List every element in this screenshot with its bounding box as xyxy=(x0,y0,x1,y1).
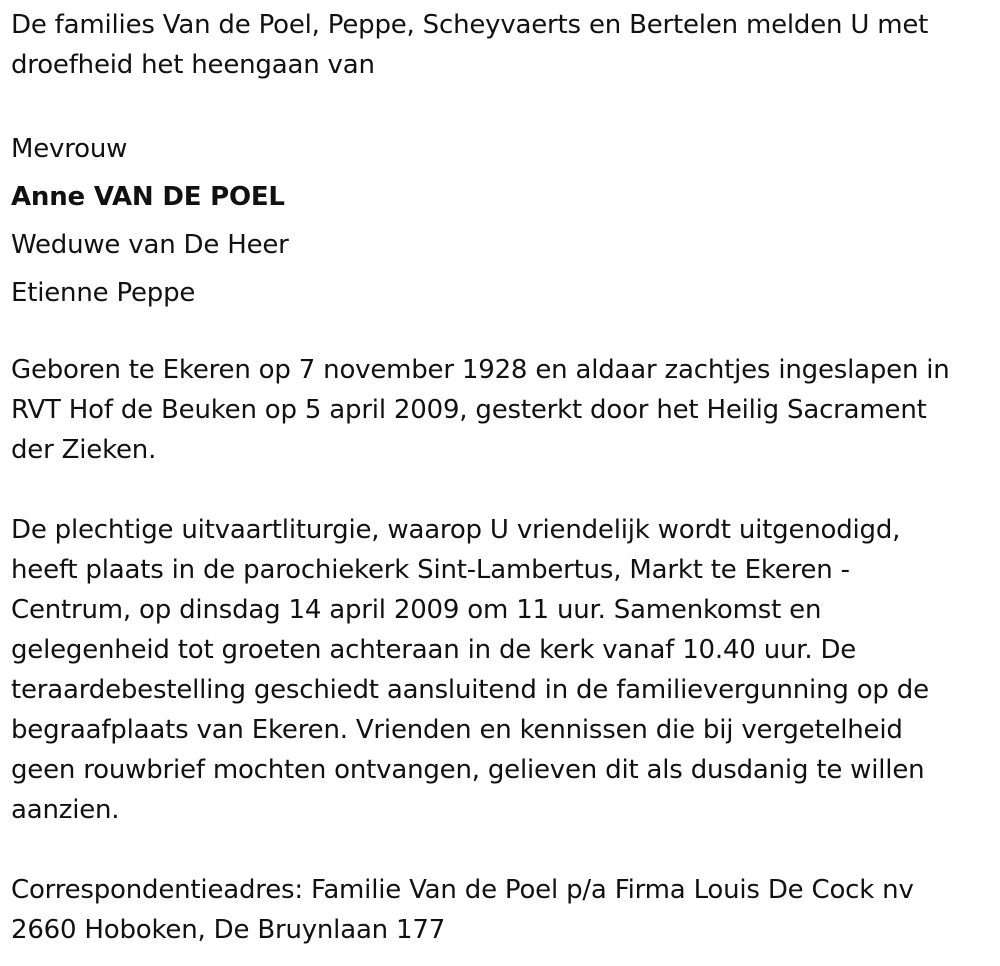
honorific-title: Mevrouw xyxy=(11,134,128,164)
funeral-line-2: heeft plaats in de parochiekerk Sint-Lambertus, Markt te Ekeren - xyxy=(11,555,850,585)
funeral-line-4: gelegenheid tot groeten achteraan in de kerk vanaf 10.40 uur. De xyxy=(11,635,857,665)
birth-line-1: Geboren te Ekeren op 7 november 1928 en aldaar zachtjes ingeslapen in xyxy=(11,355,950,385)
correspondence-line-1: Correspondentieadres: Familie Van de Poel p/a Firma Louis De Cock nv xyxy=(11,875,914,905)
correspondence-line-2: 2660 Hoboken, De Bruynlaan 177 xyxy=(11,915,446,945)
funeral-line-8: aanzien. xyxy=(11,795,120,825)
funeral-line-1: De plechtige uitvaartliturgie, waarop U vriendelijk wordt uitgenodigd, xyxy=(11,515,901,545)
intro-line-2: droefheid het heengaan van xyxy=(11,50,375,80)
intro-paragraph xyxy=(11,5,928,85)
relation-line-2: Etienne Peppe xyxy=(11,278,196,308)
funeral-line-5: teraardebestelling geschiedt aansluitend in de familievergunning op de xyxy=(11,675,929,705)
intro-line-1: De families Van de Poel, Peppe, Scheyvaerts en Bertelen melden U met xyxy=(11,10,929,40)
funeral-line-6: begraafplaats van Ekeren. Vrienden en kennissen die bij vergetelheid xyxy=(11,715,903,745)
funeral-line-7: geen rouwbrief mochten ontvangen, gelieven dit als dusdanig te willen xyxy=(11,755,925,785)
relation-line-1: Weduwe van De Heer xyxy=(11,230,289,260)
correspondence-paragraph xyxy=(11,870,914,950)
birth-line-3: der Zieken. xyxy=(11,435,157,465)
birth-death-paragraph xyxy=(11,350,950,470)
deceased-name: Anne VAN DE POEL xyxy=(11,182,285,212)
funeral-line-3: Centrum, op dinsdag 14 april 2009 om 11 uur. Samenkomst en xyxy=(11,595,822,625)
birth-line-2: RVT Hof de Beuken op 5 april 2009, gesterkt door het Heilig Sacrament xyxy=(11,395,927,425)
funeral-paragraph xyxy=(11,510,929,830)
